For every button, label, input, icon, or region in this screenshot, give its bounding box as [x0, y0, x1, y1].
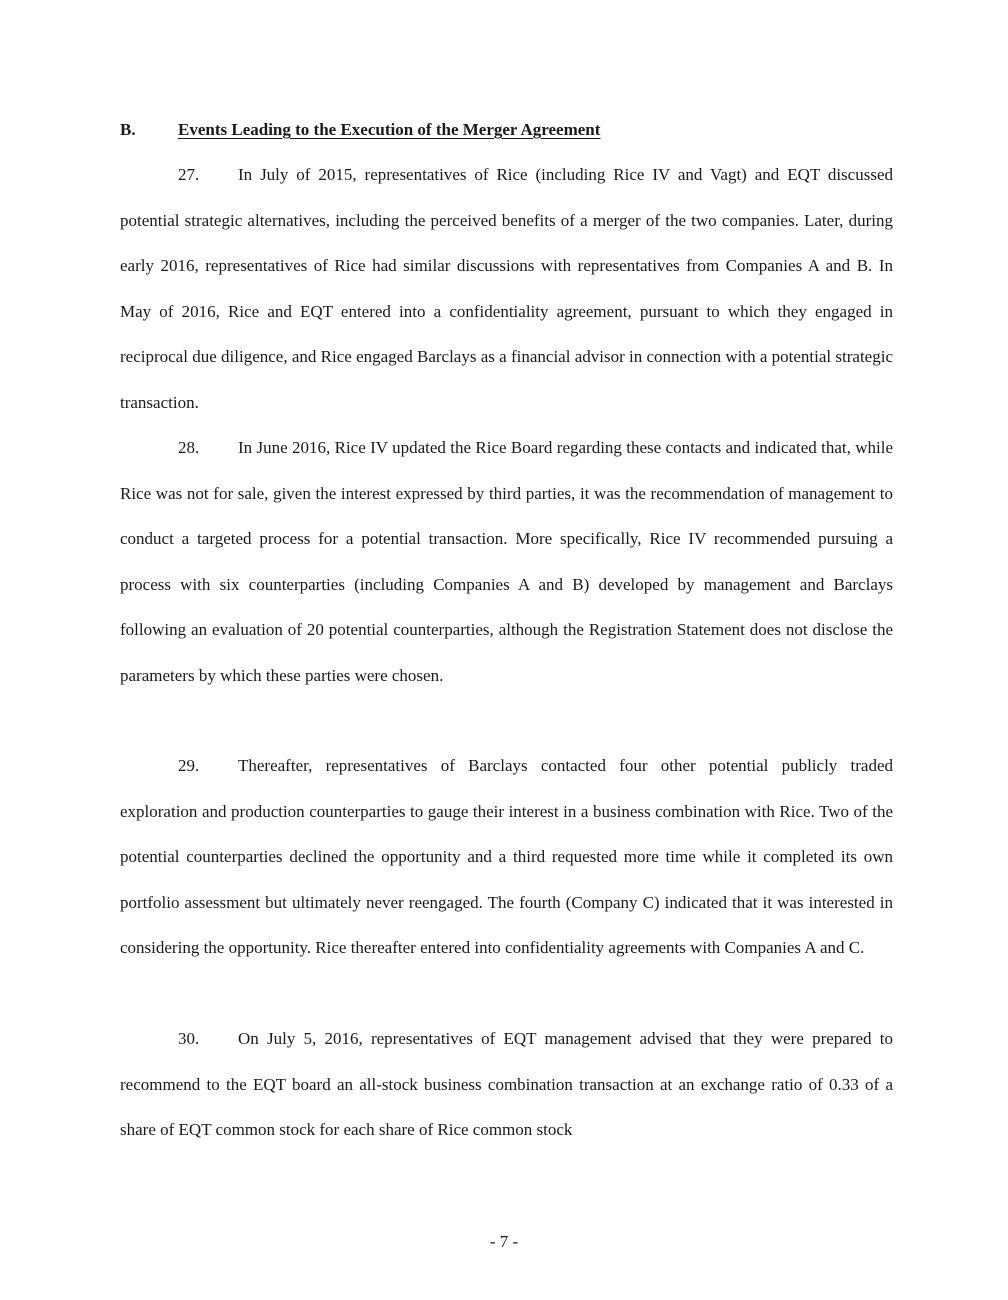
page-number: - 7 -: [489, 1232, 519, 1251]
paragraph-text: Thereafter, representatives of Barclays contacted four other potential publicly traded exploration and production counterparties to gauge their interest in a business combination with Rice. Two of the potential counterparties declined the opportunity and a third requested more time while it completed its own portfolio assessment but ultimately never reengaged. The fourth (Company C) indicated that it was interested in considering the opportunity. Rice thereafter entered into confidentiality agreements with Companies A and C.: [120, 756, 893, 957]
paragraph-28: [120, 425, 893, 698]
section-letter: B.: [120, 120, 136, 139]
paragraph-number: 30.: [178, 1029, 200, 1048]
paragraph-number: 29.: [178, 756, 200, 775]
paragraph-30: [120, 1016, 893, 1153]
paragraph-29: [120, 743, 893, 971]
section-heading: [120, 118, 600, 142]
paragraph-text: In July of 2015, representatives of Rice (including Rice IV and Vagt) and EQT discussed potential strategic alternatives, including the perceived benefits of a merger of the two companies. Later, during early 2016, representatives of Rice had similar discussions with representatives from Companies A and B. In May of 2016, Rice and EQT entered into a confidentiality agreement, pursuant to which they engaged in reciprocal due diligence, and Rice engaged Barclays as a financial advisor in connection with a potential strategic transaction.: [120, 165, 893, 412]
paragraph-number: 28.: [178, 438, 200, 457]
paragraph-text: On July 5, 2016, representatives of EQT management advised that they were prepared to recommend to the EQT board an all-stock business combination transaction at an exchange ratio of 0.33 of a share of EQT common stock for each share of Rice common stock: [120, 1029, 893, 1139]
paragraph-27: [120, 152, 893, 425]
paragraph-number: 27.: [178, 165, 200, 184]
paragraph-text: In June 2016, Rice IV updated the Rice Board regarding these contacts and indicated that, while Rice was not for sale, given the interest expressed by third parties, it was the recommendation of management to conduct a targeted process for a potential transaction. More specifically, Rice IV recommended pursuing a process with six counterparties (including Companies A and B) developed by management and Barclays following an evaluation of 20 potential counterparties, although the Registration Statement does not disclose the parameters by which these parties were chosen.: [120, 438, 893, 685]
section-title: Events Leading to the Execution of the Merger Agreement: [178, 120, 601, 139]
